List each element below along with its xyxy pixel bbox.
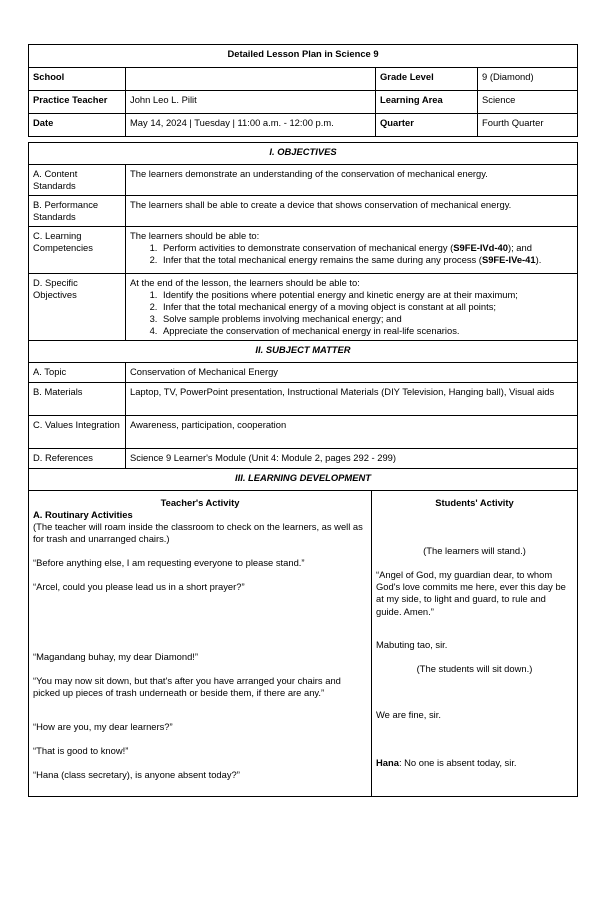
specific-objective-item: 1. Identify the positions where potential energy and kinetic energy are at their maximum;	[160, 289, 573, 301]
teacher-line: “That is good to know!”	[33, 745, 129, 757]
teacher-line: “Before anything else, I am requesting everyone to please stand.”	[33, 557, 305, 569]
performance-standards-label: B. Performance Standards	[29, 196, 126, 227]
learning-competencies-cell	[126, 227, 578, 274]
date-label: Date	[29, 114, 126, 137]
teacher-line: “How are you, my dear learners?”	[33, 721, 173, 733]
specific-objectives-label: D. Specific Objectives	[29, 274, 126, 341]
document-title: Detailed Lesson Plan in Science 9	[29, 45, 578, 68]
references-label: D. References	[29, 449, 126, 469]
quarter-label: Quarter	[376, 114, 478, 137]
learning-area-label: Learning Area	[376, 91, 478, 114]
values-integration-value: Awareness, participation, cooperation	[126, 416, 578, 449]
date-value: May 14, 2024 | Tuesday | 11:00 a.m. - 12:00 p.m.	[126, 114, 376, 137]
grade-level-value: 9 (Diamond)	[478, 68, 578, 91]
routinary-activities-heading: A. Routinary Activities	[33, 509, 133, 521]
practice-teacher-value: John Leo L. Pilit	[126, 91, 376, 114]
school-value	[126, 68, 376, 91]
objectives-heading: I. OBJECTIVES	[29, 143, 578, 165]
content-standards-text: The learners demonstrate an understanding of the conservation of mechanical energy.	[126, 165, 578, 196]
learning-development-heading: III. LEARNING DEVELOPMENT	[29, 469, 578, 491]
teacher-activity-column	[29, 491, 372, 797]
student-line: (The students will sit down.)	[416, 663, 533, 675]
values-integration-label: C. Values Integration	[29, 416, 126, 449]
competency-item: 1. Perform activities to demonstrate conservation of mechanical energy (S9FE-IVd-40); and	[160, 242, 573, 254]
materials-value: Laptop, TV, PowerPoint presentation, Instructional Materials (DIY Television, Hanging ball), Visual aids	[126, 383, 578, 416]
specific-objective-item: 4. Appreciate the conservation of mechanical energy in real-life scenarios.	[160, 325, 573, 337]
school-label: School	[29, 68, 126, 91]
content-standards-label: A. Content Standards	[29, 165, 126, 196]
grade-level-label: Grade Level	[376, 68, 478, 91]
specific-objective-item: 3. Solve sample problems involving mechanical energy; and	[160, 313, 573, 325]
routine-note: (The teacher will roam inside the classroom to check on the learners, as well as for trash and unarranged chairs.)	[33, 521, 363, 545]
specific-objectives-cell	[126, 274, 578, 341]
subject-matter-heading: II. SUBJECT MATTER	[29, 341, 578, 363]
teacher-activity-header: Teacher's Activity	[160, 497, 240, 509]
competency-item: 2. Infer that the total mechanical energy remains the same during any process (S9FE-IVe-41).	[160, 254, 573, 266]
performance-standards-text: The learners shall be able to create a device that shows conservation of mechanical energy.	[126, 196, 578, 227]
materials-label: B. Materials	[29, 383, 126, 416]
lesson-body-table	[28, 142, 578, 797]
student-line: Mabuting tao, sir.	[376, 639, 448, 651]
learning-competencies-label: C. Learning Competencies	[29, 227, 126, 274]
teacher-line: “Arcel, could you please lead us in a short prayer?”	[33, 581, 245, 593]
topic-value: Conservation of Mechanical Energy	[126, 363, 578, 383]
student-line: Hana: No one is absent today, sir.	[376, 757, 517, 769]
references-value: Science 9 Learner's Module (Unit 4: Module 2, pages 292 - 299)	[126, 449, 578, 469]
teacher-line: “Hana (class secretary), is anyone absent today?”	[33, 769, 240, 781]
quarter-value: Fourth Quarter	[478, 114, 578, 137]
specific-objective-item: 2. Infer that the total mechanical energy of a moving object is constant at all points;	[160, 301, 573, 313]
student-line: “Angel of God, my guardian dear, to whom God's love commits me here, ever this day be at my side, to light and guard, to rule and guide. Amen.”	[376, 569, 566, 617]
learning-area-value: Science	[478, 91, 578, 114]
topic-label: A. Topic	[29, 363, 126, 383]
practice-teacher-label: Practice Teacher	[29, 91, 126, 114]
student-line: We are fine, sir.	[376, 709, 441, 721]
student-line: (The learners will stand.)	[423, 545, 526, 557]
competencies-intro: The learners should be able to:	[130, 230, 260, 242]
lesson-header-table	[28, 44, 578, 137]
students-activity-header: Students' Activity	[435, 497, 514, 509]
teacher-line: “You may now sit down, but that's after you have arranged your chairs and picked up pieces of trash underneath or beside them, if there are any.”	[33, 675, 341, 699]
teacher-line: “Magandang buhay, my dear Diamond!”	[33, 651, 199, 663]
specific-intro: At the end of the lesson, the learners should be able to:	[130, 277, 360, 289]
students-activity-column	[372, 491, 578, 797]
